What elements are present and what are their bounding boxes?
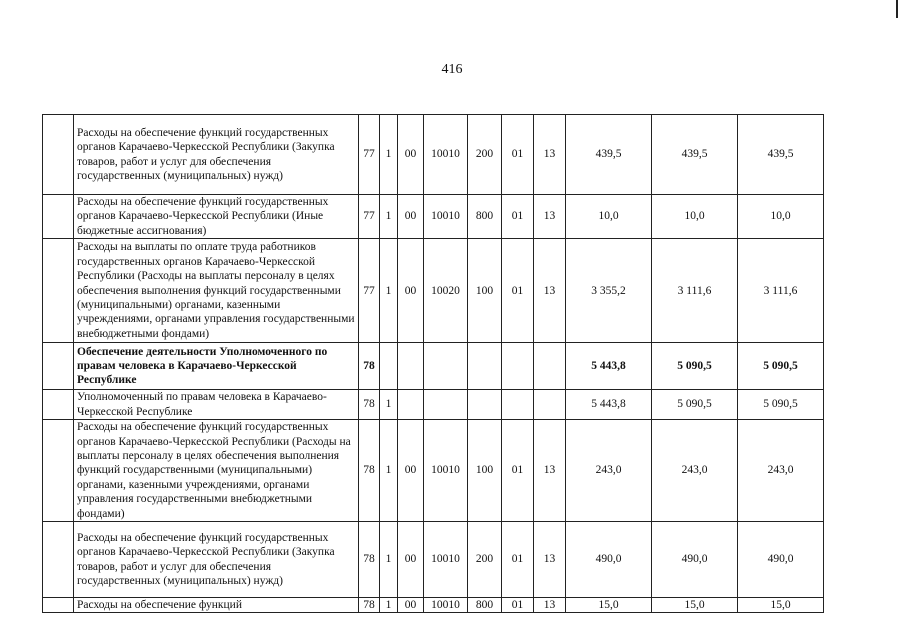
cell-value-2: 10,0 (652, 195, 738, 239)
cell-code-3 (398, 343, 424, 390)
cell-code-4: 10010 (424, 598, 468, 613)
scan-edge-mark (896, 0, 898, 18)
cell-code-6: 01 (502, 420, 534, 522)
cell-blank (43, 598, 74, 613)
cell-name: Обеспечение деятельности Уполномоченного по правам человека в Карачаево-Черкесской Республике (74, 343, 359, 390)
cell-code-3 (398, 390, 424, 420)
cell-value-3: 3 111,6 (738, 239, 824, 343)
cell-value-2: 5 090,5 (652, 390, 738, 420)
cell-code-7: 13 (534, 598, 566, 613)
cell-code-4 (424, 343, 468, 390)
cell-code-4: 10010 (424, 522, 468, 598)
table-row (43, 239, 824, 343)
cell-blank (43, 390, 74, 420)
cell-code-3: 00 (398, 522, 424, 598)
cell-code-1: 77 (359, 195, 380, 239)
table-row (43, 195, 824, 239)
table-row (43, 115, 824, 195)
cell-code-7: 13 (534, 195, 566, 239)
cell-code-5: 800 (468, 195, 502, 239)
cell-code-1: 78 (359, 390, 380, 420)
cell-code-6 (502, 343, 534, 390)
cell-code-1: 78 (359, 522, 380, 598)
cell-value-1: 10,0 (566, 195, 652, 239)
cell-blank (43, 522, 74, 598)
cell-value-1: 5 443,8 (566, 343, 652, 390)
table-body (43, 115, 824, 613)
cell-code-7: 13 (534, 115, 566, 195)
cell-value-2: 243,0 (652, 420, 738, 522)
cell-value-3: 5 090,5 (738, 343, 824, 390)
cell-blank (43, 343, 74, 390)
cell-code-5: 200 (468, 522, 502, 598)
cell-code-6 (502, 390, 534, 420)
cell-name: Расходы на обеспечение функций государственных органов Карачаево-Черкесской Республики (Закупка товаров, работ и услуг для обеспечения государственных (муниципальных) нужд) (74, 115, 359, 195)
cell-code-2: 1 (380, 390, 398, 420)
table-row (43, 390, 824, 420)
cell-code-1: 78 (359, 420, 380, 522)
cell-code-7: 13 (534, 522, 566, 598)
cell-code-5: 100 (468, 239, 502, 343)
cell-code-1: 78 (359, 598, 380, 613)
cell-name: Уполномоченный по правам человека в Карачаево-Черкесской Республике (74, 390, 359, 420)
cell-value-2: 5 090,5 (652, 343, 738, 390)
cell-value-2: 15,0 (652, 598, 738, 613)
cell-code-6: 01 (502, 598, 534, 613)
cell-code-4: 10010 (424, 195, 468, 239)
table-row (43, 522, 824, 598)
budget-table (42, 114, 824, 613)
cell-code-4: 10020 (424, 239, 468, 343)
cell-code-5: 100 (468, 420, 502, 522)
cell-value-3: 10,0 (738, 195, 824, 239)
cell-code-7 (534, 390, 566, 420)
cell-code-2 (380, 343, 398, 390)
cell-code-2: 1 (380, 115, 398, 195)
cell-blank (43, 239, 74, 343)
cell-code-3: 00 (398, 598, 424, 613)
table-row (43, 343, 824, 390)
cell-code-4: 10010 (424, 115, 468, 195)
cell-value-1: 5 443,8 (566, 390, 652, 420)
cell-code-3: 00 (398, 115, 424, 195)
table-row (43, 420, 824, 522)
cell-code-6: 01 (502, 195, 534, 239)
cell-code-7: 13 (534, 239, 566, 343)
cell-name: Расходы на обеспечение функций государственных органов Карачаево-Черкесской Республики (Закупка товаров, работ и услуг для обеспечения государственных (муниципальных) нужд) (74, 522, 359, 598)
cell-code-6: 01 (502, 115, 534, 195)
cell-value-3: 243,0 (738, 420, 824, 522)
cell-code-5: 800 (468, 598, 502, 613)
cell-value-1: 3 355,2 (566, 239, 652, 343)
page-number: 416 (441, 62, 463, 77)
cell-code-5 (468, 343, 502, 390)
cell-name: Расходы на выплаты по оплате труда работников государственных органов Карачаево-Черкесской Республики (Расходы на выплаты персоналу в целях обеспечения выполнения функций государственными (муниципальными) органами, казенными учреждениями, органами управления государственными внебюджетными фондами) (74, 239, 359, 343)
cell-value-2: 3 111,6 (652, 239, 738, 343)
cell-code-7: 13 (534, 420, 566, 522)
cell-code-1: 77 (359, 115, 380, 195)
cell-value-1: 15,0 (566, 598, 652, 613)
cell-code-6: 01 (502, 522, 534, 598)
cell-code-4: 10010 (424, 420, 468, 522)
cell-value-2: 490,0 (652, 522, 738, 598)
cell-value-2: 439,5 (652, 115, 738, 195)
cell-code-2: 1 (380, 239, 398, 343)
cell-name: Расходы на обеспечение функций государственных органов Карачаево-Черкесской Республики (Расходы на выплаты персоналу в целях обеспечения выполнения функций государственными (муниципальными) органами, казенными учреждениями, органами управления государственными внебюджетными фондами) (74, 420, 359, 522)
cell-value-3: 439,5 (738, 115, 824, 195)
cell-code-2: 1 (380, 195, 398, 239)
cell-blank (43, 420, 74, 522)
cell-code-5 (468, 390, 502, 420)
cell-value-1: 490,0 (566, 522, 652, 598)
cell-code-5: 200 (468, 115, 502, 195)
cell-blank (43, 115, 74, 195)
cell-value-3: 490,0 (738, 522, 824, 598)
cell-value-1: 439,5 (566, 115, 652, 195)
cell-code-2: 1 (380, 420, 398, 522)
cell-code-1: 78 (359, 343, 380, 390)
cell-code-4 (424, 390, 468, 420)
cell-code-2: 1 (380, 522, 398, 598)
cell-code-7 (534, 343, 566, 390)
cell-code-6: 01 (502, 239, 534, 343)
cell-code-3: 00 (398, 239, 424, 343)
cell-value-3: 15,0 (738, 598, 824, 613)
cell-code-3: 00 (398, 195, 424, 239)
cell-name: Расходы на обеспечение функций государственных органов Карачаево-Черкесской Республики (Иные бюджетные ассигнования) (74, 195, 359, 239)
cell-value-3: 5 090,5 (738, 390, 824, 420)
cell-code-3: 00 (398, 420, 424, 522)
cell-blank (43, 195, 74, 239)
cell-code-1: 77 (359, 239, 380, 343)
cell-value-1: 243,0 (566, 420, 652, 522)
cell-code-2: 1 (380, 598, 398, 613)
table-row (43, 598, 824, 613)
cell-name: Расходы на обеспечение функций (74, 598, 359, 613)
